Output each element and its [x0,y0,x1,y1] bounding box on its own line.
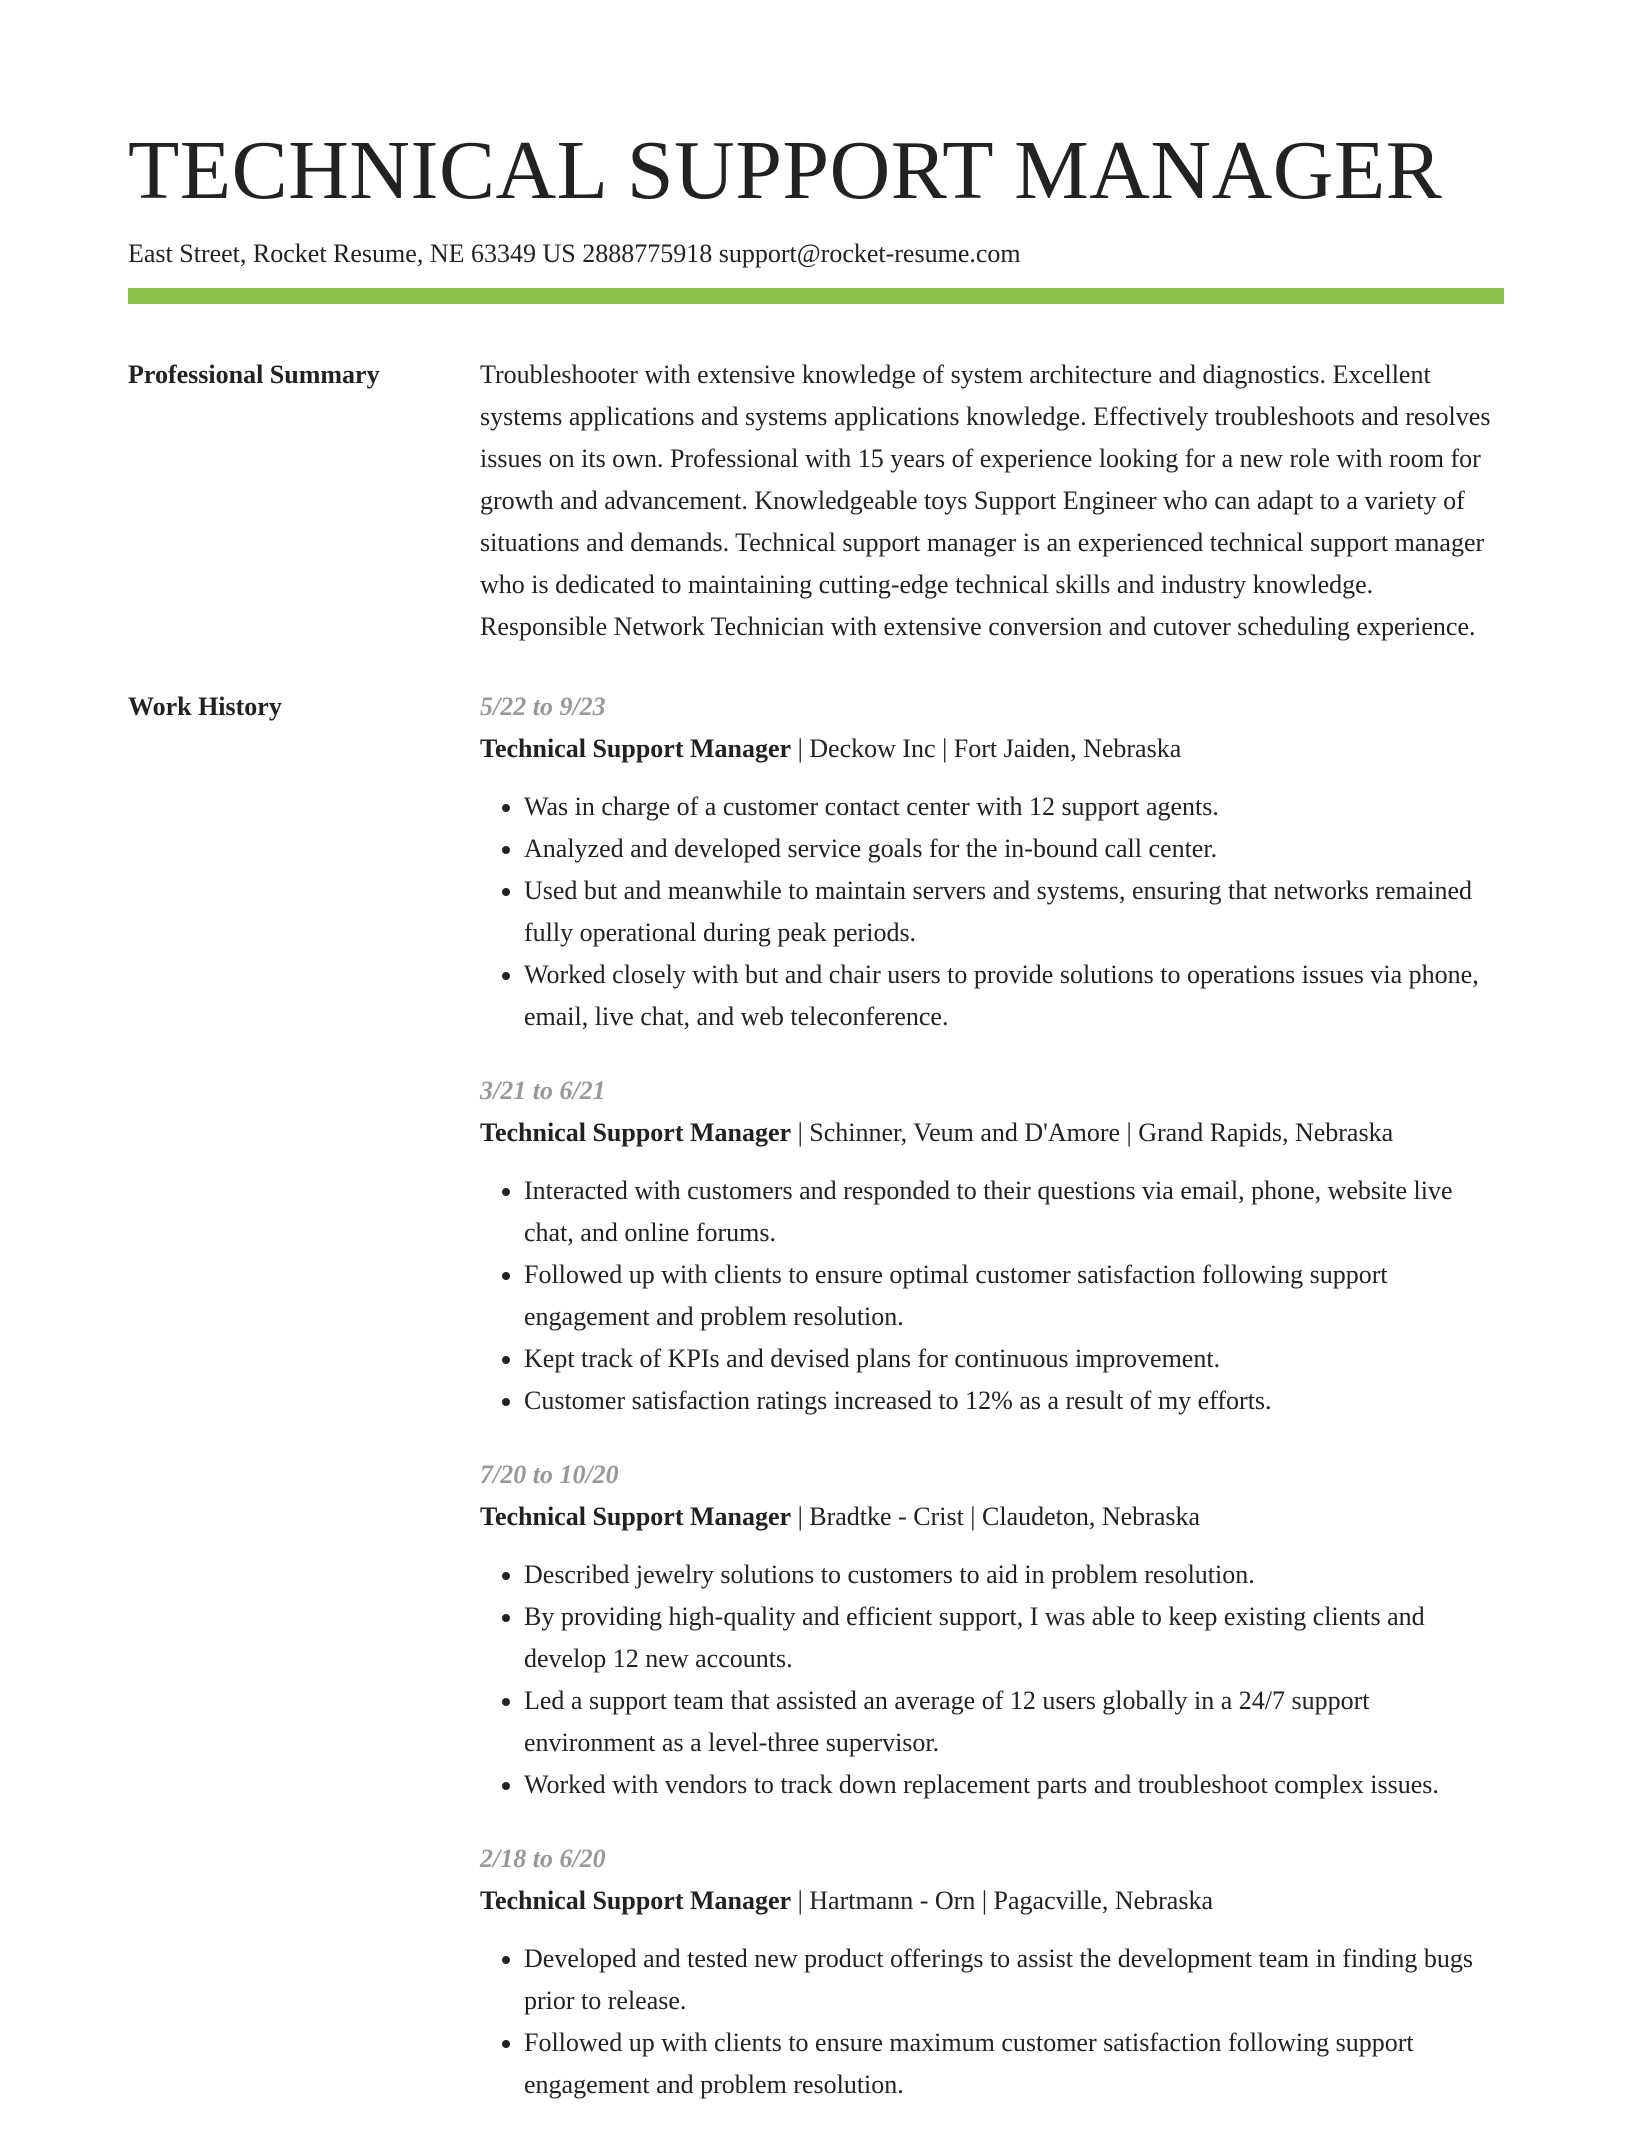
job-title: Technical Support Manager [480,734,792,763]
job-bullet-list [480,786,1504,1038]
job-entry [480,686,1504,1038]
job-title: Technical Support Manager [480,1502,792,1531]
work-history-list [480,686,1504,2138]
job-title: Technical Support Manager [480,1118,792,1147]
summary-body [480,354,1504,648]
summary-text: Troubleshooter with extensive knowledge of system architecture and diagnostics. Excellent systems applications and systems applications knowledge. Effectively troubleshoots and resolves issues on its own. Professional with 15 years of experience looking for a new role with room for growth and advancement. Knowledgeable toys Support Engineer who can adapt to a variety of situations and demands. Technical support manager is an experienced technical support manager who is dedicated to maintaining cutting-edge technical skills and industry knowledge. Responsible Network Technician with extensive conversion and cutover scheduling experience. [480,360,1491,641]
job-bullet: • By providing high-quality and efficient support, I was able to keep existing clients and develop 12 new accounts. [524,1596,1504,1680]
job-dates: 7/20 to 10/20 [480,1460,619,1489]
job-company-location: | Bradtke - Crist | Claudeton, Nebraska [791,1502,1201,1531]
job-dates: 5/22 to 9/23 [480,692,606,721]
section-label-work-history: Work History [128,692,282,721]
job-bullet: • Followed up with clients to ensure optimal customer satisfaction following support engagement and problem resolution. [524,1254,1504,1338]
job-company-location: | Hartmann - Orn | Pagacville, Nebraska [791,1886,1213,1915]
job-dates: 2/18 to 6/20 [480,1844,606,1873]
job-entry [480,1454,1504,1806]
job-bullet: • Was in charge of a customer contact center with 12 support agents. [524,786,1504,828]
job-company-location: | Deckow Inc | Fort Jaiden, Nebraska [791,734,1182,763]
job-bullet: • Led a support team that assisted an average of 12 users globally in a 24/7 support environment as a level-three supervisor. [524,1680,1504,1764]
job-bullet-list [480,1170,1504,1422]
job-bullet: • Followed up with clients to ensure maximum customer satisfaction following support engagement and problem resolution. [524,2022,1504,2106]
job-bullet: • Developed and tested new product offerings to assist the development team in finding bugs prior to release. [524,1938,1504,2022]
job-entry [480,1070,1504,1422]
job-title: Technical Support Manager [480,1886,792,1915]
job-bullet: • Customer satisfaction ratings increased to 12% as a result of my efforts. [524,1380,1504,1422]
job-bullet: • Described jewelry solutions to customers to aid in problem resolution. [524,1554,1504,1596]
job-heading [480,1880,1504,1922]
job-bullet: • Used but and meanwhile to maintain servers and systems, ensuring that networks remained fully operational during peak periods. [524,870,1504,954]
job-bullet: • Interacted with customers and responded to their questions via email, phone, website live chat, and online forums. [524,1170,1504,1254]
professional-summary-section [128,354,1504,648]
work-history-section [128,686,1504,2138]
job-bullet: • Worked closely with but and chair users to provide solutions to operations issues via phone, email, live chat, and web teleconference. [524,954,1504,1038]
job-heading [480,728,1504,770]
header-divider [128,288,1504,304]
section-label-summary: Professional Summary [128,360,380,389]
job-heading [480,1496,1504,1538]
resume-title: TECHNICAL SUPPORT MANAGER [128,124,1443,217]
job-bullet: • Worked with vendors to track down replacement parts and troubleshoot complex issues. [524,1764,1504,1806]
job-company-location: | Schinner, Veum and D'Amore | Grand Rapids, Nebraska [791,1118,1394,1147]
job-dates: 3/21 to 6/21 [480,1076,606,1105]
job-bullet: • Kept track of KPIs and devised plans for continuous improvement. [524,1338,1504,1380]
contact-info: East Street, Rocket Resume, NE 63349 US 2888775918 support@rocket-resume.com [128,239,1021,268]
job-entry [480,1838,1504,2106]
job-heading [480,1112,1504,1154]
job-bullet-list [480,1938,1504,2106]
job-bullet-list [480,1554,1504,1806]
resume-page [128,0,1504,2138]
job-bullet: • Analyzed and developed service goals for the in-bound call center. [524,828,1504,870]
